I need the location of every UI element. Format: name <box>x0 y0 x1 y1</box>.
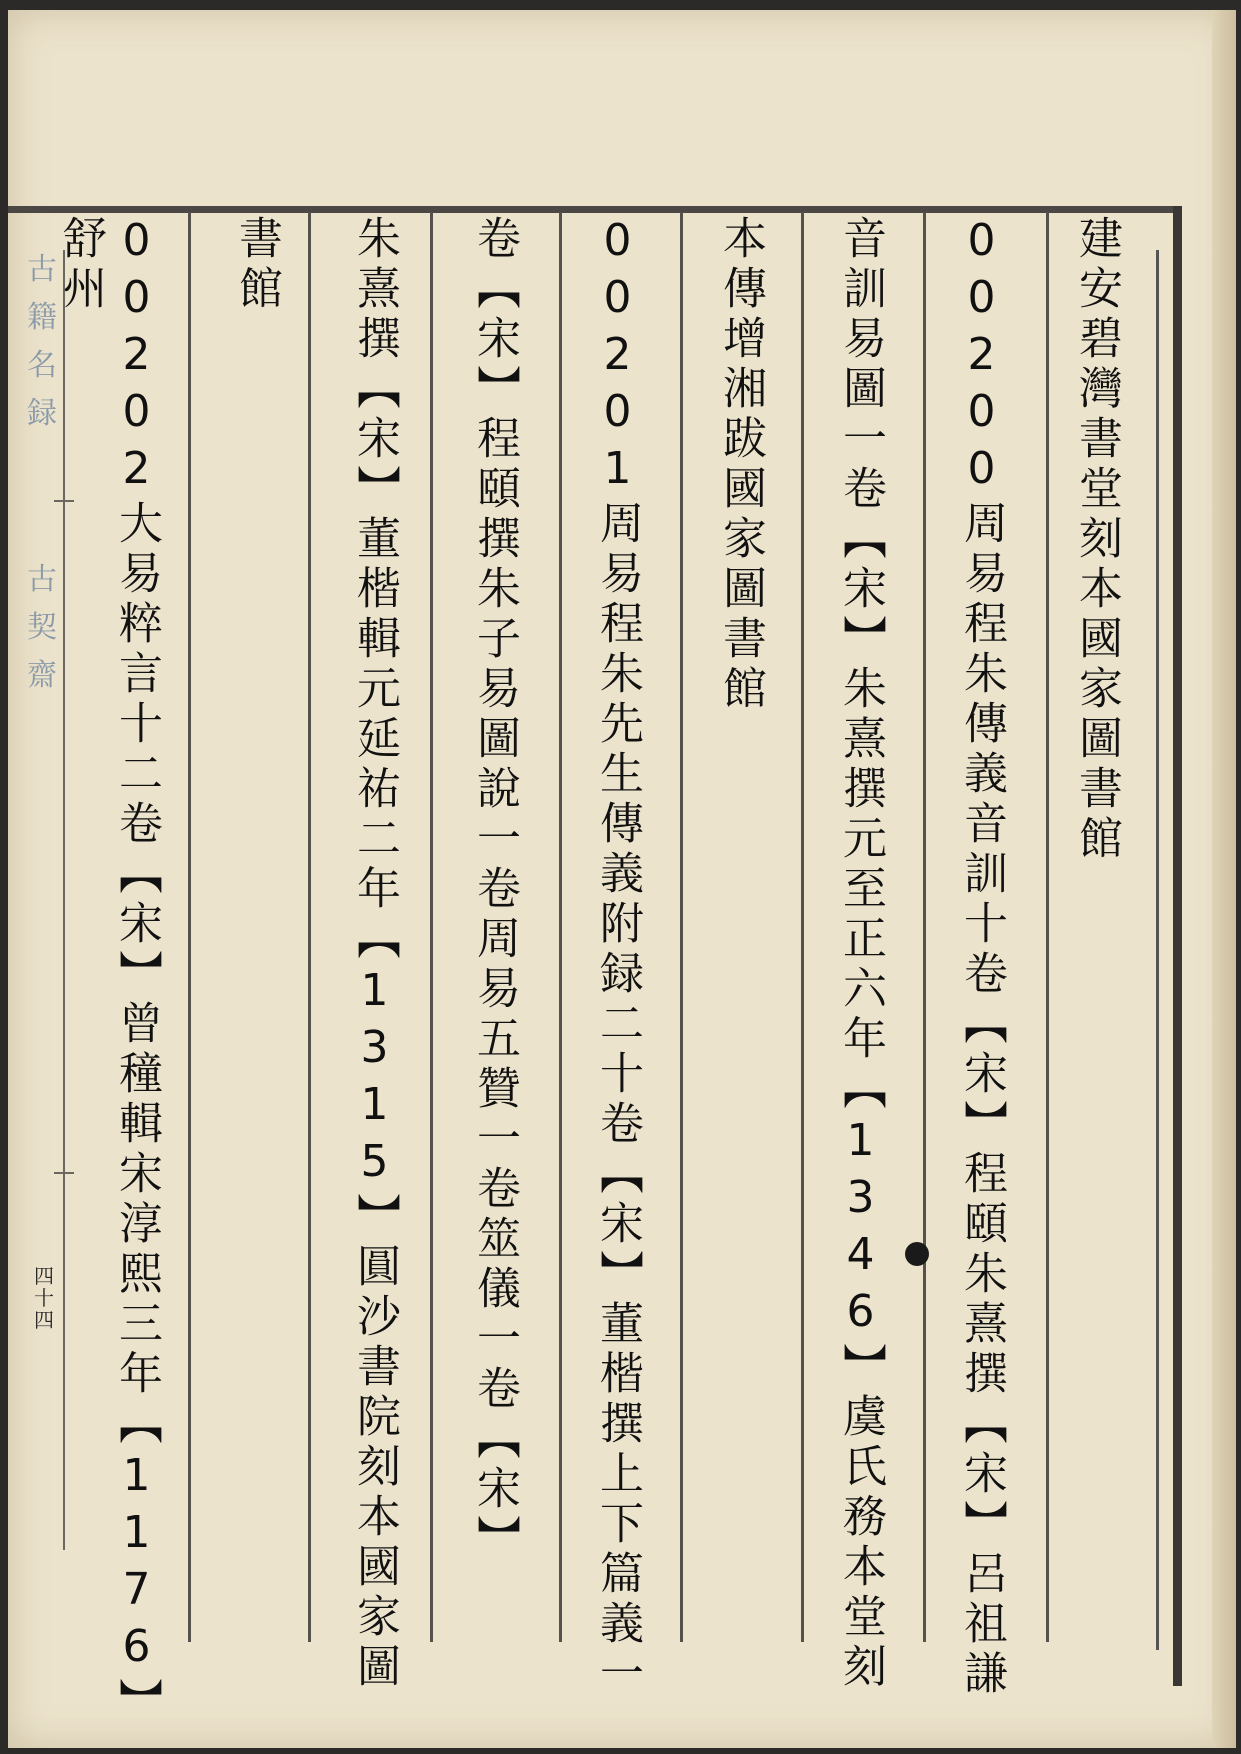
entry-column: 建安碧灣書堂刻本國家圖書館 <box>1071 215 1122 865</box>
column-rule <box>559 212 562 1642</box>
frame-top-border <box>8 206 1178 213</box>
margin-tick <box>54 1172 74 1174</box>
margin-publisher: 古契齋 <box>27 562 57 693</box>
margin-rule <box>63 250 65 1550</box>
page-edge <box>1212 10 1236 1748</box>
entry-column: 朱熹撰【宋】董楷輯元延祐二年【1315】圓沙書院刻本國家圖 <box>349 215 400 1693</box>
column-rule <box>680 212 683 1642</box>
column-rule <box>1046 212 1049 1642</box>
entry-column: 音訓易圖一卷【宋】朱熹撰元至正六年【1346】虞氏務本堂刻 <box>835 215 886 1693</box>
column-rule <box>801 212 804 1642</box>
book-page <box>8 10 1236 1748</box>
ink-stain <box>905 1242 929 1266</box>
entry-column: 書館 <box>231 215 282 315</box>
column-rule <box>430 212 433 1642</box>
frame-right-border <box>1173 206 1182 1686</box>
leaf-number: 四十四 <box>34 1264 54 1332</box>
entry-column: 本傳增湘跋國家圖書館 <box>715 215 766 715</box>
column-rule <box>308 212 311 1642</box>
column-rule <box>188 212 191 1642</box>
frame-right-inner-border <box>1156 250 1159 1650</box>
margin-tick <box>54 500 74 502</box>
entry-column: 00202大易粹言十二卷【宋】曾穜輯宋淳熙三年【1176】舒州 <box>55 215 162 1728</box>
entry-column: 00201周易程朱先生傳義附録二十卷【宋】董楷撰上下篇義一 <box>592 215 643 1700</box>
margin-book-title: 古籍名録 <box>27 252 57 431</box>
entry-column: 卷【宋】程頤撰朱子易圖說一卷周易五贊一卷筮儀一卷【宋】 <box>469 215 520 1565</box>
column-rule <box>923 212 926 1642</box>
entry-column: 00200周易程朱傳義音訓十卷【宋】程頤朱熹撰【宋】呂祖謙 <box>956 215 1007 1700</box>
